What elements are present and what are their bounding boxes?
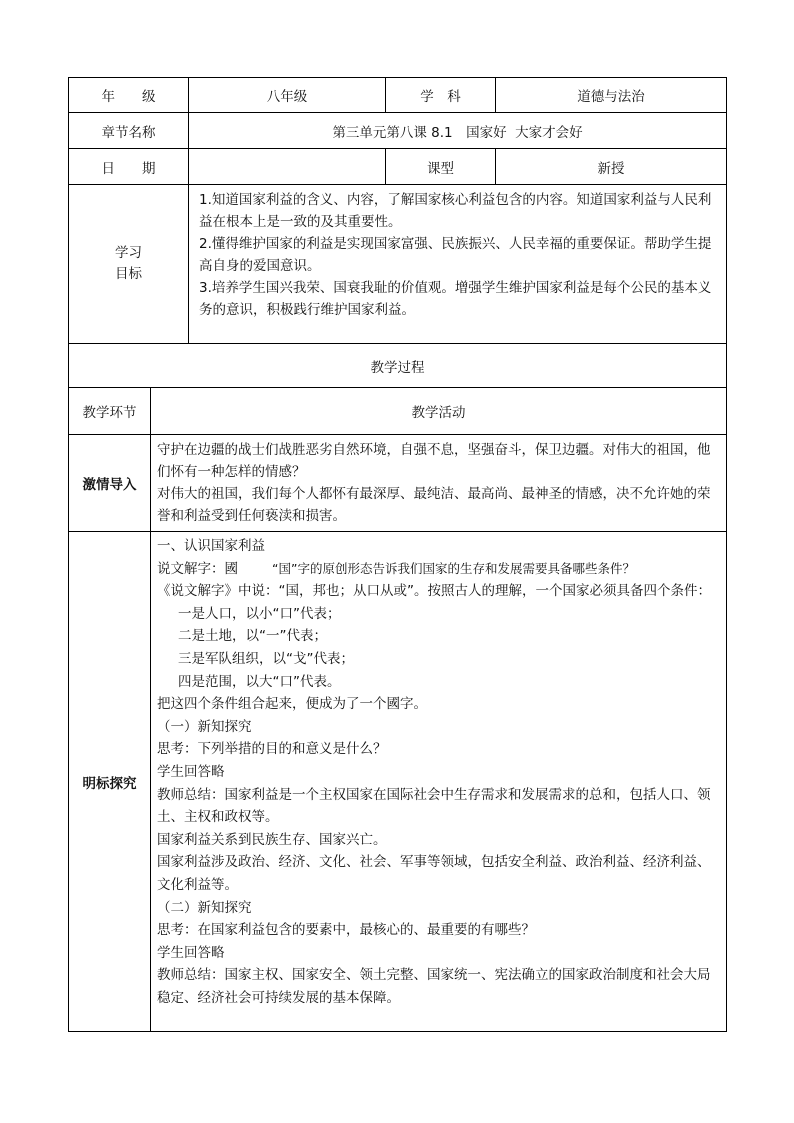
objective-item: 3.培养学生国兴我荣、国衰我耻的价值观。增强学生维护国家利益是每个公民的基本义务的意识，积极践行维护国家利益。 — [199, 280, 712, 318]
part1-think: 思考：下列举措的目的和意义是什么？ — [157, 741, 387, 758]
objectives-label-line1: 学习 — [115, 245, 142, 261]
date-value — [189, 149, 386, 185]
explore-row — [69, 532, 727, 1032]
explore-stage: 明标探究 — [69, 532, 151, 1032]
part1-summary-2: 国家利益关系到民族生存、国家兴亡。 — [157, 831, 387, 848]
combine-text: 把这四个条件组合起来，便成为了一个國字。 — [157, 696, 427, 713]
objective-item: 1.知道国家利益的含义、内容，了解国家核心利益包含的内容。知道国家利益与人民利益在根本上是一致的及其重要性。 — [199, 192, 712, 230]
part2-answer: 学生回答略 — [157, 944, 225, 961]
grade-value: 八年级 — [189, 78, 386, 113]
part1-summary: 教师总结：国家利益是一个主权国家在国际社会中生存需求和发展需求的总和，包括人口、领土、主权和政权等。 — [157, 786, 711, 826]
type-label: 课型 — [386, 149, 496, 185]
section-heading: 一、认识国家利益 — [157, 538, 265, 554]
grade-row — [69, 78, 727, 113]
stage-column-header: 教学环节 — [69, 388, 151, 435]
shuowen-quote: 《说文解字》中说：“国，邦也；从口从或”。按照古人的理解，一个国家必须具备四个条件： — [157, 583, 711, 600]
shuowen-prefix: 说文解字： — [157, 560, 225, 577]
intro-row — [69, 435, 727, 532]
intro-stage: 激情导入 — [69, 435, 151, 532]
chapter-value: 第三单元第八课 8.1 国家好 大家才会好 — [189, 113, 727, 149]
condition-item: 四是范围，以大“口”代表。 — [178, 673, 341, 690]
part1-title: （一）新知探究 — [157, 718, 252, 735]
activity-column-header: 教学活动 — [151, 388, 727, 435]
subject-label: 学 科 — [386, 78, 496, 113]
part2-summary: 教师总结：国家主权、国家安全、领土完整、国家统一、宪法确立的国家政治制度和社会大局稳定、经济社会可持续发展的基本保障。 — [157, 967, 711, 1006]
intro-content — [151, 435, 727, 532]
condition-item: 二是土地，以“一”代表； — [178, 628, 327, 645]
shuowen-line — [157, 558, 720, 581]
lesson-plan-table — [68, 77, 727, 1032]
part1-answer: 学生回答略 — [157, 763, 225, 780]
process-header-row — [69, 388, 727, 435]
objectives-row — [69, 185, 727, 344]
type-value: 新授 — [496, 149, 727, 185]
process-title-row — [69, 344, 727, 388]
part2-title: （二）新知探究 — [157, 899, 252, 916]
condition-item: 三是军队组织，以“戈”代表； — [178, 650, 354, 667]
subject-value: 道德与法治 — [496, 78, 727, 113]
part1-summary-3: 国家利益涉及政治、经济、文化、社会、军事等领域，包括安全利益、政治利益、经济利益、文化利益等。 — [157, 854, 711, 893]
intro-line: 对伟大的祖国，我们每个人都怀有最深厚、最纯洁、最高尚、最神圣的情感，决不允许她的荣誉和利益受到任何亵渎和损害。 — [157, 486, 711, 524]
part2-think: 思考：在国家利益包含的要素中，最核心的、最重要的有哪些？ — [157, 922, 535, 939]
date-row — [69, 149, 727, 185]
process-title: 教学过程 — [69, 344, 727, 388]
guo-character: 國 — [224, 560, 238, 577]
date-label: 日 期 — [69, 149, 189, 185]
grade-label: 年 级 — [69, 78, 189, 113]
chapter-label: 章节名称 — [69, 113, 189, 149]
explore-content — [151, 532, 727, 1032]
chapter-row — [69, 113, 727, 149]
intro-line: 守护在边疆的战士们战胜恶劣自然环境，自强不息，坚强奋斗，保卫边疆。对伟大的祖国，他们怀有一种怎样的情感？ — [157, 442, 711, 480]
objective-item: 2.懂得维护国家的利益是实现国家富强、民族振兴、人民幸福的重要保证。帮助学生提高自身的爱国意识。 — [199, 236, 712, 274]
shuowen-question: “国”字的原创形态告诉我们国家的生存和发展需要具备哪些条件？ — [272, 560, 635, 576]
objectives-content — [189, 185, 727, 344]
objectives-label — [69, 185, 189, 344]
objectives-label-line2: 目标 — [115, 266, 142, 282]
condition-item: 一是人口，以小“口”代表； — [178, 605, 341, 622]
